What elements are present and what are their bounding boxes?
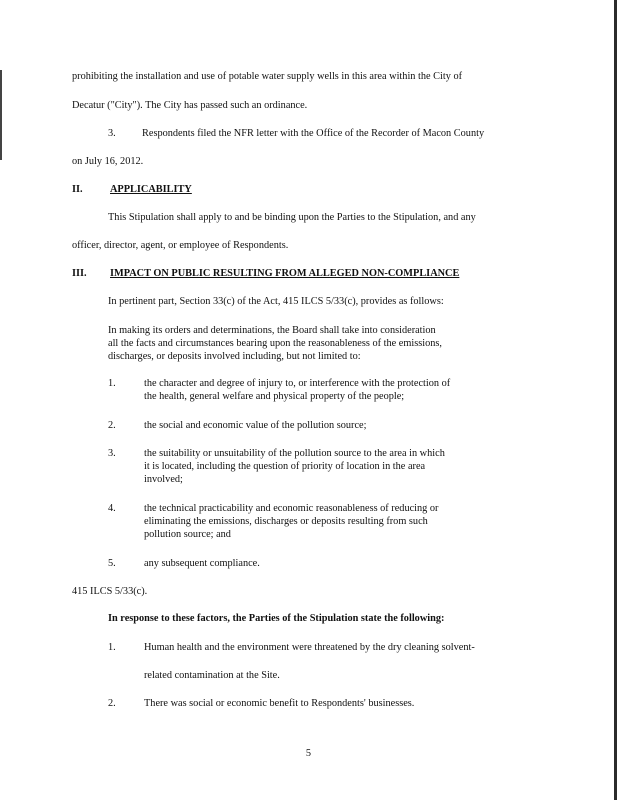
quote-line: all the facts and circumstances bearing upon the reasonableness of the emissions, <box>108 338 442 349</box>
body-line: Respondents filed the NFR letter with the Office of the Recorder of Macon County <box>142 128 485 139</box>
factor-line: it is located, including the question of priority of location in the area <box>144 461 426 472</box>
response-number: 2. <box>108 698 116 709</box>
response-line: Human health and the environment were threatened by the dry cleaning solvent- <box>144 642 475 653</box>
factor-line: the suitability or unsuitability of the pollution source to the area in which <box>144 448 445 459</box>
page-number: 5 <box>305 748 312 759</box>
section-heading-applicability <box>72 184 372 198</box>
body-line: In pertinent part, Section 33(c) of the Act, 415 ILCS 5/33(c), provides as follows: <box>108 296 444 307</box>
scan-margin-mark <box>0 70 2 160</box>
factor-line: pollution source; and <box>144 529 231 540</box>
section-number: II. <box>72 184 83 195</box>
factor-line: the social and economic value of the pollution source; <box>144 420 367 431</box>
response-line: related contamination at the Site. <box>144 670 280 681</box>
body-line: prohibiting the installation and use of potable water supply wells in this area within the City of <box>72 71 463 82</box>
body-line: officer, director, agent, or employee of Respondents. <box>72 240 289 251</box>
factor-line: the health, general welfare and physical property of the people; <box>144 391 405 402</box>
factor-number: 4. <box>108 503 116 514</box>
section-title: APPLICABILITY <box>110 184 192 195</box>
body-line: This Stipulation shall apply to and be binding upon the Parties to the Stipulation, and any <box>108 212 476 223</box>
factor-line: the character and degree of injury to, or interference with the protection of <box>144 378 451 389</box>
section-heading-impact <box>72 268 572 282</box>
factor-line: the technical practicability and economic reasonableness of reducing or <box>144 503 439 514</box>
factor-line: involved; <box>144 474 183 485</box>
response-number: 1. <box>108 642 116 653</box>
response-line: There was social or economic benefit to Respondents' businesses. <box>144 698 415 709</box>
body-line: Decatur ("City"). The City has passed such an ordinance. <box>72 100 308 111</box>
factor-line: any subsequent compliance. <box>144 558 260 569</box>
section-number: III. <box>72 268 87 279</box>
body-line: on July 16, 2012. <box>72 156 144 167</box>
factor-number: 5. <box>108 558 116 569</box>
factor-number: 1. <box>108 378 116 389</box>
factor-line: eliminating the emissions, discharges or deposits resulting from such <box>144 516 428 527</box>
paragraph-number: 3. <box>108 128 116 139</box>
section-title: IMPACT ON PUBLIC RESULTING FROM ALLEGED NON-COMPLIANCE <box>110 268 460 279</box>
quote-line: discharges, or deposits involved including, but not limited to: <box>108 351 361 362</box>
factor-number: 2. <box>108 420 116 431</box>
citation: 415 ILCS 5/33(c). <box>72 586 148 597</box>
quote-line: In making its orders and determinations, the Board shall take into consideration <box>108 325 436 336</box>
response-heading: In response to these factors, the Parties of the Stipulation state the following: <box>108 613 445 624</box>
factor-number: 3. <box>108 448 116 459</box>
